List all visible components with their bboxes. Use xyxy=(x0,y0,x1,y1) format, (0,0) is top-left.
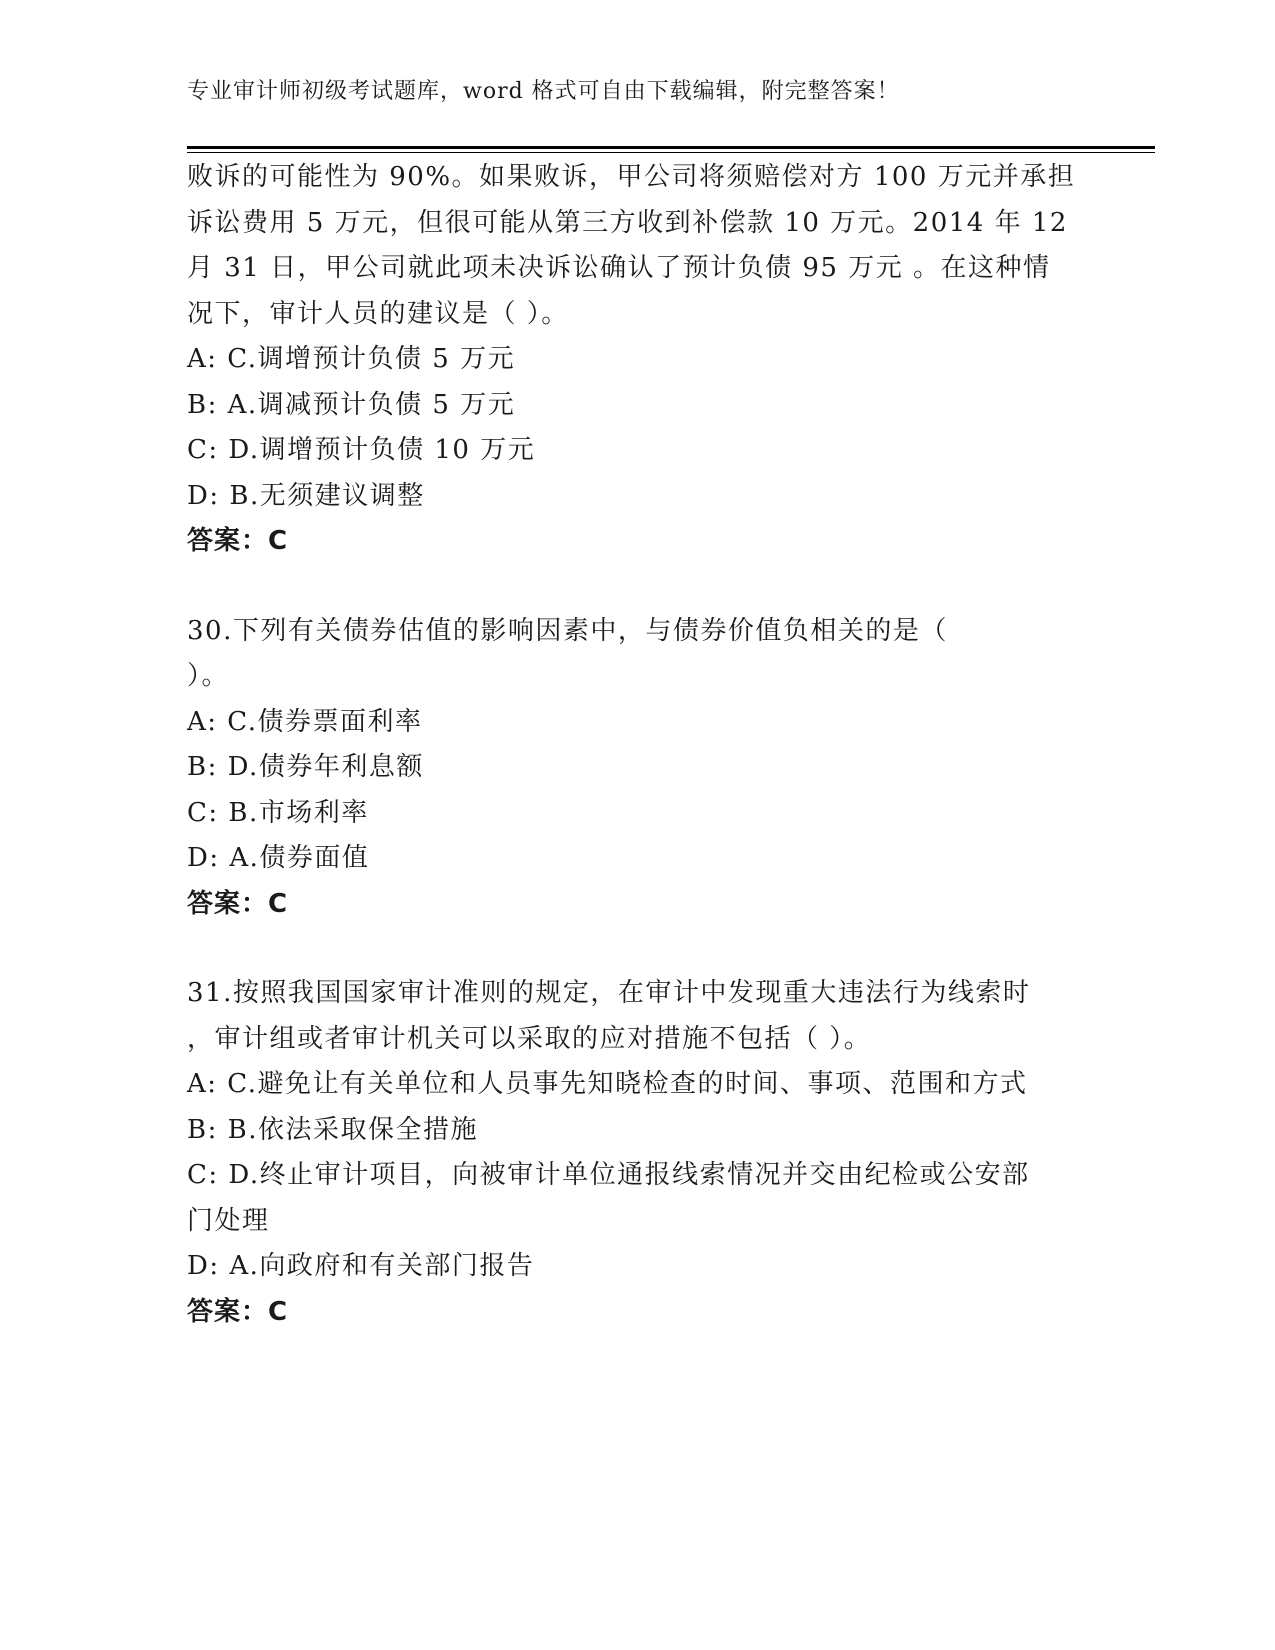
question-29 xyxy=(187,155,1087,565)
document-body xyxy=(187,155,1087,1335)
question-text-line: 月 31 日，甲公司就此项未决诉讼确认了预计负债 95 万元 。在这种情 xyxy=(187,253,1051,283)
option-d: D: B.无须建议调整 xyxy=(187,480,425,511)
question-31 xyxy=(187,971,1087,1335)
question-text-line: 30.下列有关债券估值的影响因素中，与债券价值负相关的是（ xyxy=(187,615,948,646)
answer: 答案：C xyxy=(187,888,289,919)
option-c: C: D.终止审计项目，向被审计单位通报线索情况并交由纪检或公安部 xyxy=(187,1160,1030,1190)
answer: 答案：C xyxy=(187,1296,289,1327)
option-d: D: A.债券面值 xyxy=(187,843,370,873)
question-gap xyxy=(187,565,1087,609)
option-a: A: C.避免让有关单位和人员事先知晓检查的时间、事项、范围和方式 xyxy=(187,1069,1028,1099)
option-b: B: B.依法采取保全措施 xyxy=(187,1114,479,1145)
option-c-continued: 门处理 xyxy=(187,1205,270,1236)
question-text-line: 31.按照我国国家审计准则的规定，在审计中发现重大违法行为线索时 xyxy=(187,978,1031,1008)
option-b: B: D.债券年利息额 xyxy=(187,752,424,782)
option-b: B: A.调减预计负债 5 万元 xyxy=(187,389,516,420)
question-text-line: 况下，审计人员的建议是（ ）。 xyxy=(187,298,569,329)
page-header: 专业审计师初级考试题库，word 格式可自由下载编辑，附完整答案！ xyxy=(187,79,900,104)
question-30 xyxy=(187,609,1087,928)
question-gap xyxy=(187,927,1087,971)
question-text-line: ，审计组或者审计机关可以采取的应对措施不包括（ ）。 xyxy=(187,1023,872,1054)
option-c: C: D.调增预计负债 10 万元 xyxy=(187,435,536,465)
question-text-line: 诉讼费用 5 万元，但很可能从第三方收到补偿款 10 万元。2014 年 12 xyxy=(187,207,1068,238)
option-a: A: C.调增预计负债 5 万元 xyxy=(187,344,516,374)
question-text-line: 败诉的可能性为 90%。如果败诉，甲公司将须赔偿对方 100 万元并承担 xyxy=(187,162,1076,192)
header-rule-thick xyxy=(187,146,1155,149)
option-c: C: B.市场利率 xyxy=(187,797,369,828)
option-d: D: A.向政府和有关部门报告 xyxy=(187,1251,535,1281)
option-a: A: C.债券票面利率 xyxy=(187,706,423,737)
answer: 答案：C xyxy=(187,526,289,556)
header-rule-thin xyxy=(187,152,1155,153)
question-text-line: ）。 xyxy=(187,661,230,691)
